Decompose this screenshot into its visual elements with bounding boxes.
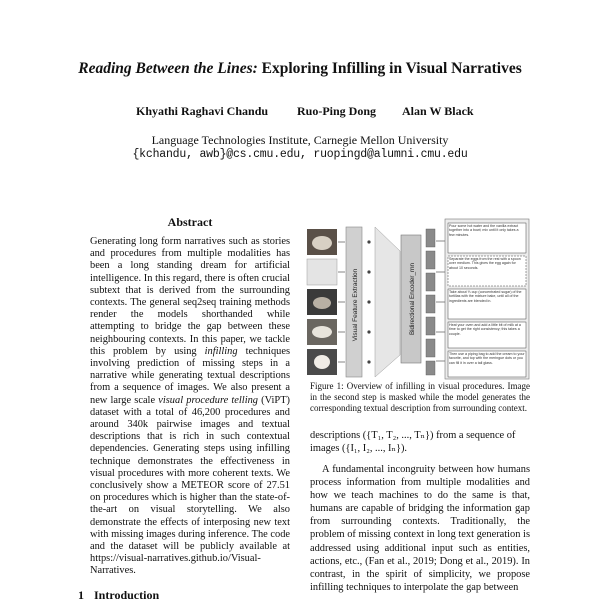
author-3: Alan W Black (402, 104, 474, 118)
step-image-5-cup (314, 355, 330, 369)
decoder-label: Bidirectional Encoder_rnn (409, 262, 416, 336)
intro-paragraph: A fundamental incongruity between how humans process information from multiple modalities and how we teach machines to do the same is that, humans are capable of bridging the information gap from surrounding contexts. Traditionally, the problem of missing context in long text generation is addressed using additional input such as entities, actions, etc., (Fan et al., 2019; Dong et al., 2019). In contrast, in the spirit of simplicity, we propose infilling techniques to interpolate the gap between (310, 464, 530, 593)
output-text-3: Take about ⅓ cup (concentrated sugar) of the tortillas with the mixture bake, until all of the ingredients are blended in. (449, 290, 522, 303)
figure-diagram (305, 215, 530, 380)
paper-title (0, 60, 600, 78)
abstract-body (90, 236, 290, 578)
output-text-5-wrap (449, 352, 525, 376)
affiliation: Language Technologies Institute, Carnegie Mellon University (151, 133, 449, 147)
figure-caption: Figure 1: Overview of infilling in visual procedures. Image in the second step is masked while the model generates the corresponding textual description from surrounding context. (310, 381, 530, 413)
step-image-4-bowl (312, 326, 332, 338)
abstract-segment: techniques involving prediction of missing steps in a narrative while generating textual descriptions from a sequence of images. We also present a new large scale (90, 345, 290, 406)
step-image-3-bowl (313, 297, 331, 309)
author-1: Khyathi Raghavi Chandu (136, 104, 269, 118)
output-text-4: Heat your oven and add a little bit of milk at a time to get the right consistency; this takes a couple. (449, 323, 521, 336)
author-2: Ruo-Ping Dong (297, 104, 377, 118)
author-emails: {kchandu, awb}@cs.cmu.edu, ruopingd@alumni.cmu.edu (132, 148, 468, 161)
abstract-heading: Abstract (167, 215, 213, 229)
description-continuation (310, 430, 530, 455)
section-title: Introduction (94, 588, 160, 602)
abstract-segment: visual procedure telling (158, 394, 258, 406)
attention-funnel (375, 227, 400, 377)
abstract-segment: Generating long form narratives such as stories and procedures from multiple modalities has been a long standing dream for artificial intelligence. In this regard, there is often crucial subtext that is derived from the surrounding contexts. The general seq2seq training methods render the models shorthanded while attempting to bridge the gap between these neighbouring contexts. In this paper, we tackle this problem by using (90, 236, 290, 357)
image-sequence (307, 229, 337, 375)
output-text-1: Pour some hot water and the vanilla extract together into a bowl; mix until it only takes a few minutes. (449, 224, 519, 237)
abstract-segment: infilling (204, 345, 238, 357)
description-line-2: images ({I₁, I₂, ..., Iₙ}). (310, 442, 408, 454)
section-number: 1 (78, 588, 84, 602)
output-text-4-wrap (449, 323, 525, 347)
figure-1 (305, 215, 530, 380)
output-text-5: Then use a piping bag to add the cream to your favorite, and top with the meringue dots or you can fill it in over a tall glass. (449, 352, 525, 365)
output-text-2-wrap (449, 257, 525, 285)
paper-title-rest: Exploring Infilling in Visual Narratives (257, 60, 522, 77)
output-text-2: Separate the eggs from the rest with a spoon over medium. This gives the egg again for about 10 seconds. (449, 257, 521, 270)
section-heading (78, 588, 159, 603)
paper-title-italic: Reading Between the Lines: (78, 60, 258, 77)
output-arrows (436, 241, 445, 361)
image-arrows (338, 242, 345, 362)
output-text-1-wrap (449, 224, 525, 252)
description-line-1: descriptions ({T₁, T₂, ..., Tₙ}) from a sequence of (310, 430, 516, 441)
encoder-label: Visual Feature Extraction (352, 268, 359, 342)
rnn-stack (426, 229, 435, 375)
feature-nodes (367, 240, 370, 363)
output-text-3-wrap (449, 290, 525, 318)
step-image-1-bowl (312, 236, 332, 250)
step-image-2-masked (307, 259, 337, 285)
abstract-segment: (ViPT) dataset with a total of 46,200 procedures and around 340k pairwise images and textual descriptions that is rich in such contextual dependencies. Generating steps using infilling technique demonstrates the effectiveness in visual procedures with more coherent texts. We conclusively show a METEOR score of 27.51 on procedures which is higher than the state-of-the-art on visual storytelling. We also demonstrate the effects of interposing new text with missing images during inference. The code and the dataset will be publicly available at https://visual-narratives.github.io/Visual-Narratives. (90, 394, 290, 577)
